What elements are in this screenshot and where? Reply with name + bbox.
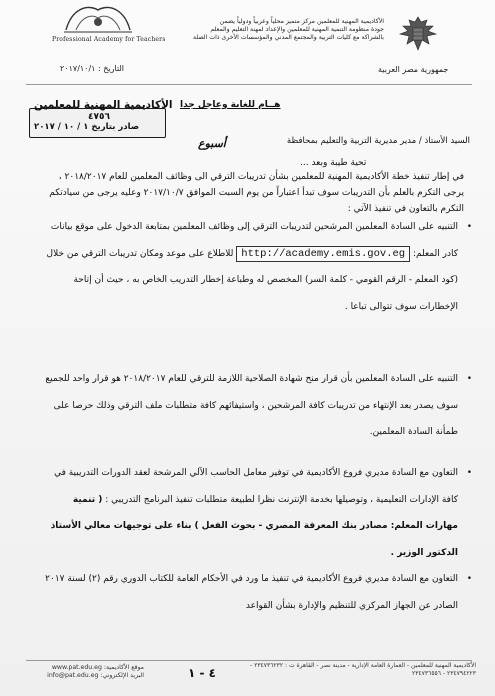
intro-paragraph: في إطار تنفيذ خطة الأكاديمية المهنية للمعلمين بشأن تدريبات الترقي الى وظائف المعلمين للعام ٢٠١٨/٢٠١٧ ، يرجى التكرم بالعلم بأن التدريبات سوف تبدأ اعتباراً من يوم السبت الموافق ٢٠١٧/١٠/٧ وعليه يرجى من سيادتكم التكرم بالتعاون في تنفيذ الآتي :	[49, 172, 464, 214]
stamp-date: صادر بتاريخ ١ / ١٠ / ٢٠١٧	[34, 122, 140, 132]
bullet-item	[40, 566, 472, 619]
letter-date: التاريخ : ٢٠١٧/١٠/١	[60, 64, 125, 73]
bullet-item	[40, 214, 472, 320]
bullet-item	[40, 460, 472, 566]
bullet-text: بناء على توجيهات معالي الأستاذ الدكتور الوزير .	[50, 521, 458, 558]
header-line: الأكاديمية المهنية للمعلمين مركز متميز محلياً وعربياً ودولياً يضمن	[219, 18, 384, 25]
website-link[interactable]: www.pat.edu.eg	[51, 664, 102, 671]
bullet-dot-icon: •	[466, 222, 472, 232]
bullet-dot-icon: •	[466, 574, 472, 584]
header-line: جودة منظومة التنمية المهنية للمعلمين والإعداد لمهنة التعليم والمعلم	[210, 26, 384, 34]
email-label: البريد الإلكتروني:	[100, 672, 144, 679]
header-line: بالشراكة مع كليات التربية والمجتمع المدني والمؤسسات الأخرى ذات الصلة	[192, 34, 384, 42]
website-label: موقع الأكاديمية:	[103, 664, 144, 671]
academy-url-link[interactable]: http://academy.emis.gov.eg	[236, 246, 410, 262]
bullet-text: التنبيه على السادة المعلمين بأن قرار منح شهادة الصلاحية اللازمة للترقي للعام ٢٠١٨/٢٠١٧ هو قرار واحد للجميع سوف يصدر بعد الإنتهاء من تدريبات كافة المرشحين ، واستيفائهم كافة متطلبات ملف الترقي وذلك حرصا على طمأنة السادة المعلمين.	[45, 374, 458, 437]
bullet-text: للاطلاع على موعد ومكان تدريبات الترقي من خلال (كود المعلم - الرقم القومي - كلمة السر) المخصص له وطباعة إخطار التدريب الخاص به ، حيث أن إتاحة الإخطارات سوف تتوالى تباعا .	[46, 248, 458, 312]
header-divider	[26, 84, 472, 85]
bullet-dot-icon: •	[466, 468, 472, 478]
footer-address: الأكاديمية المهنية للمعلمين - العمارة العامة الإدارية - مدينة نصر - القاهرة ت : ٢٣٤٧٣٦٢٣٢ - ٢٣٤٧٩٤٢٢٣ - ٢٣٤٧٣٦٥٥٦	[250, 662, 476, 677]
egypt-eagle-emblem	[396, 14, 440, 54]
bullet-dot-icon: •	[466, 374, 472, 384]
training-program-title: ( تنمية مهارات المعلم: مصادر بنك المعرفة المصري - بحوث الفعل )	[72, 494, 458, 531]
subject-line: هــام للغاية وعاجل جدا	[180, 100, 281, 110]
header-mission-text	[184, 18, 384, 43]
bullet-item	[40, 366, 472, 446]
greeting: تحية طيبة وبعد ...	[300, 158, 367, 168]
academy-logo	[58, 0, 138, 38]
stamp-number: ٤٧٥٦	[88, 112, 110, 122]
footer-contact	[26, 664, 144, 680]
handwritten-annotation: أسبوع	[198, 137, 226, 150]
stamp-title: الأكاديمية المهنية للمعلمين	[34, 99, 173, 111]
footer-divider	[26, 660, 472, 661]
country-caption: جمهورية مصر العربية	[378, 65, 449, 74]
email-link[interactable]: info@pat.edu.eg	[47, 672, 99, 679]
bullet-text: التعاون مع السادة مديري فروع الأكاديمية في توفير معامل الحاسب الآلي المرشحة لعقد الدورات التدريبية في كافة الإدارات التعليمية ، وتوصيلها بخدمة الإنترنت نظرا لطبيعة متطلبات تنفيذ البرنامج التدريبي :	[54, 468, 458, 505]
recipient-line: السيد الأستاذ / مدير مديرية التربية والتعليم بمحافظة	[286, 136, 470, 146]
bullet-text: التنبيه على السادة المعلمين المرشحين لتدريبات الترقي إلى وظائف المعلمين بمتابعة الدخول على موقع بيانات كادر المعلم:	[50, 222, 458, 259]
bullet-text: التعاون مع السادة مديري فروع الأكاديمية في تنفيذ ما ورد في الأحكام العامة للكتاب الدوري رقم (٢) لسنة ٢٠١٧ الصادر عن الجهاز المركزي للتنظيم والإدارة بشأن القواعد	[45, 574, 458, 611]
page-number: ٤ - ١	[188, 666, 216, 680]
academy-caption: Professional Academy for Teachers	[52, 36, 166, 43]
